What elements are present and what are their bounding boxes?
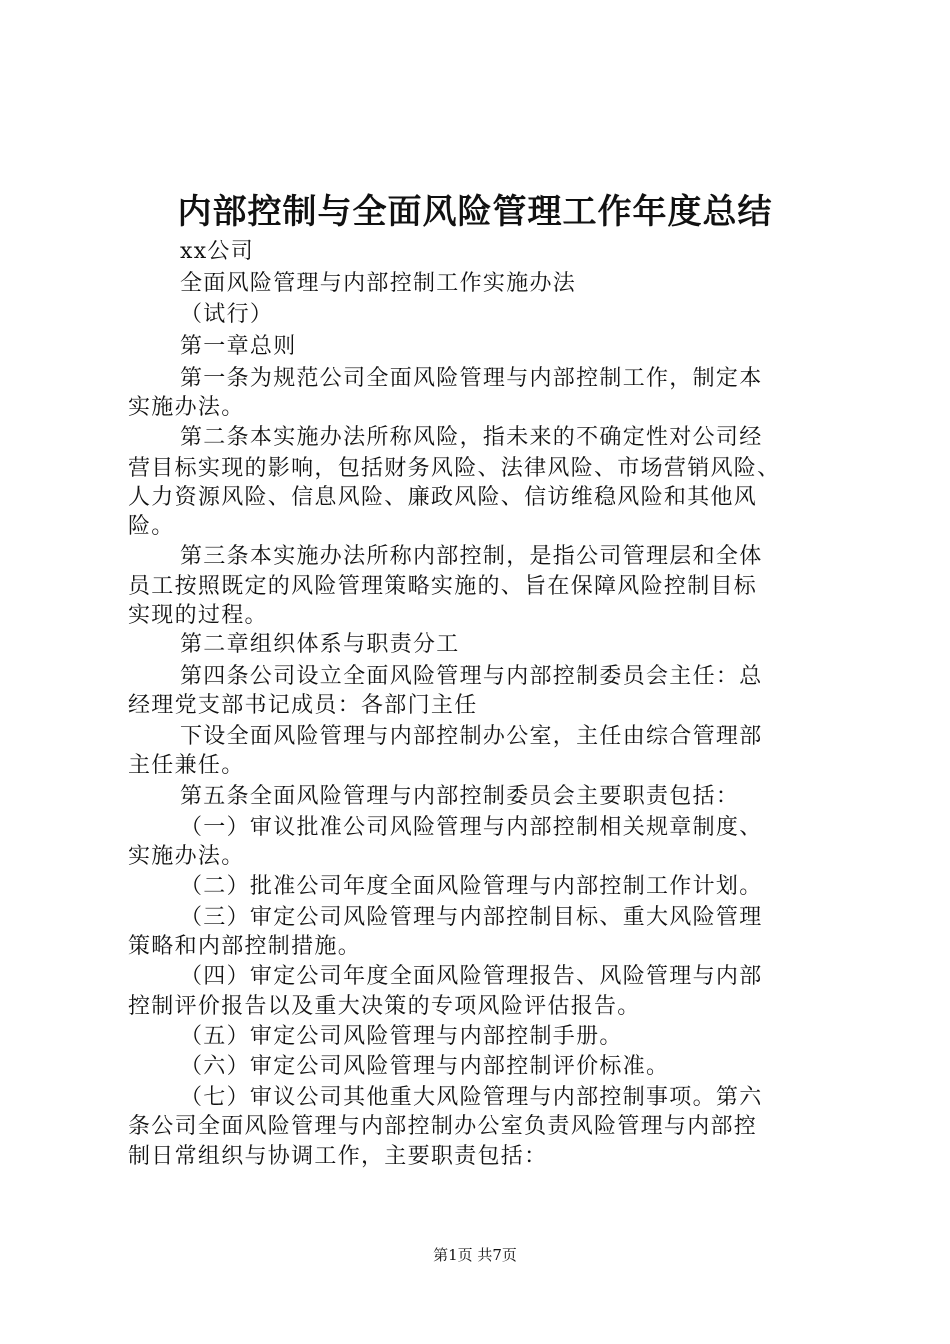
page-footer: 第1页 共7页 <box>433 1246 517 1264</box>
text-line: 险。 <box>128 514 175 539</box>
text-line: 条公司全面风险管理与内部控制办公室负责风险管理与内部控 <box>128 1114 758 1139</box>
text-line: 营目标实现的影响，包括财务风险、法律风险、市场营销风险、 <box>128 456 781 481</box>
text-line: 人力资源风险、信息风险、廉政风险、信访维稳风险和其他风 <box>128 485 758 510</box>
text-line: 经理党支部书记成员：各部门主任 <box>128 693 478 718</box>
text-line: （七）审议公司其他重大风险管理与内部控制事项。第六 <box>180 1085 763 1110</box>
text-line: （六）审定公司风险管理与内部控制评价标准。 <box>180 1054 670 1079</box>
text-line: （一）审议批准公司风险管理与内部控制相关规章制度、 <box>180 815 763 840</box>
text-line: 第三条本实施办法所称内部控制，是指公司管理层和全体 <box>180 544 763 569</box>
text-line-trial: （试行） <box>180 302 274 327</box>
text-line: 员工按照既定的风险管理策略实施的、旨在保障风险控制目标 <box>128 574 758 599</box>
text-line: 实施办法。 <box>128 844 245 869</box>
text-line: （二）批准公司年度全面风险管理与内部控制工作计划。 <box>180 874 763 899</box>
text-line-chapter-1: 第一章总则 <box>180 334 297 359</box>
text-line: 控制评价报告以及重大决策的专项风险评估报告。 <box>128 994 641 1019</box>
text-line: 主任兼任。 <box>128 753 245 778</box>
text-line: 第二条本实施办法所称风险，指未来的不确定性对公司经 <box>180 425 763 450</box>
text-line: 第一条为规范公司全面风险管理与内部控制工作，制定本 <box>180 366 763 391</box>
text-line: （三）审定公司风险管理与内部控制目标、重大风险管理 <box>180 905 763 930</box>
text-line: 第四条公司设立全面风险管理与内部控制委员会主任：总 <box>180 664 763 689</box>
text-line: 实施办法。 <box>128 395 245 420</box>
text-line: （四）审定公司年度全面风险管理报告、风险管理与内部 <box>180 964 763 989</box>
text-line: 第五条全面风险管理与内部控制委员会主要职责包括： <box>180 784 740 809</box>
document-title: 内部控制与全面风险管理工作年度总结 <box>177 192 773 232</box>
text-line: 制日常组织与协调工作，主要职责包括： <box>128 1144 548 1169</box>
text-line-doc-name: 全面风险管理与内部控制工作实施办法 <box>180 271 577 296</box>
text-line-company: xx公司 <box>180 239 255 264</box>
text-line: 实现的过程。 <box>128 603 268 628</box>
text-line-chapter-2: 第二章组织体系与职责分工 <box>180 632 460 657</box>
text-line: 下设全面风险管理与内部控制办公室，主任由综合管理部 <box>180 724 763 749</box>
text-line: 策略和内部控制措施。 <box>128 934 362 959</box>
text-line: （五）审定公司风险管理与内部控制手册。 <box>180 1024 623 1049</box>
